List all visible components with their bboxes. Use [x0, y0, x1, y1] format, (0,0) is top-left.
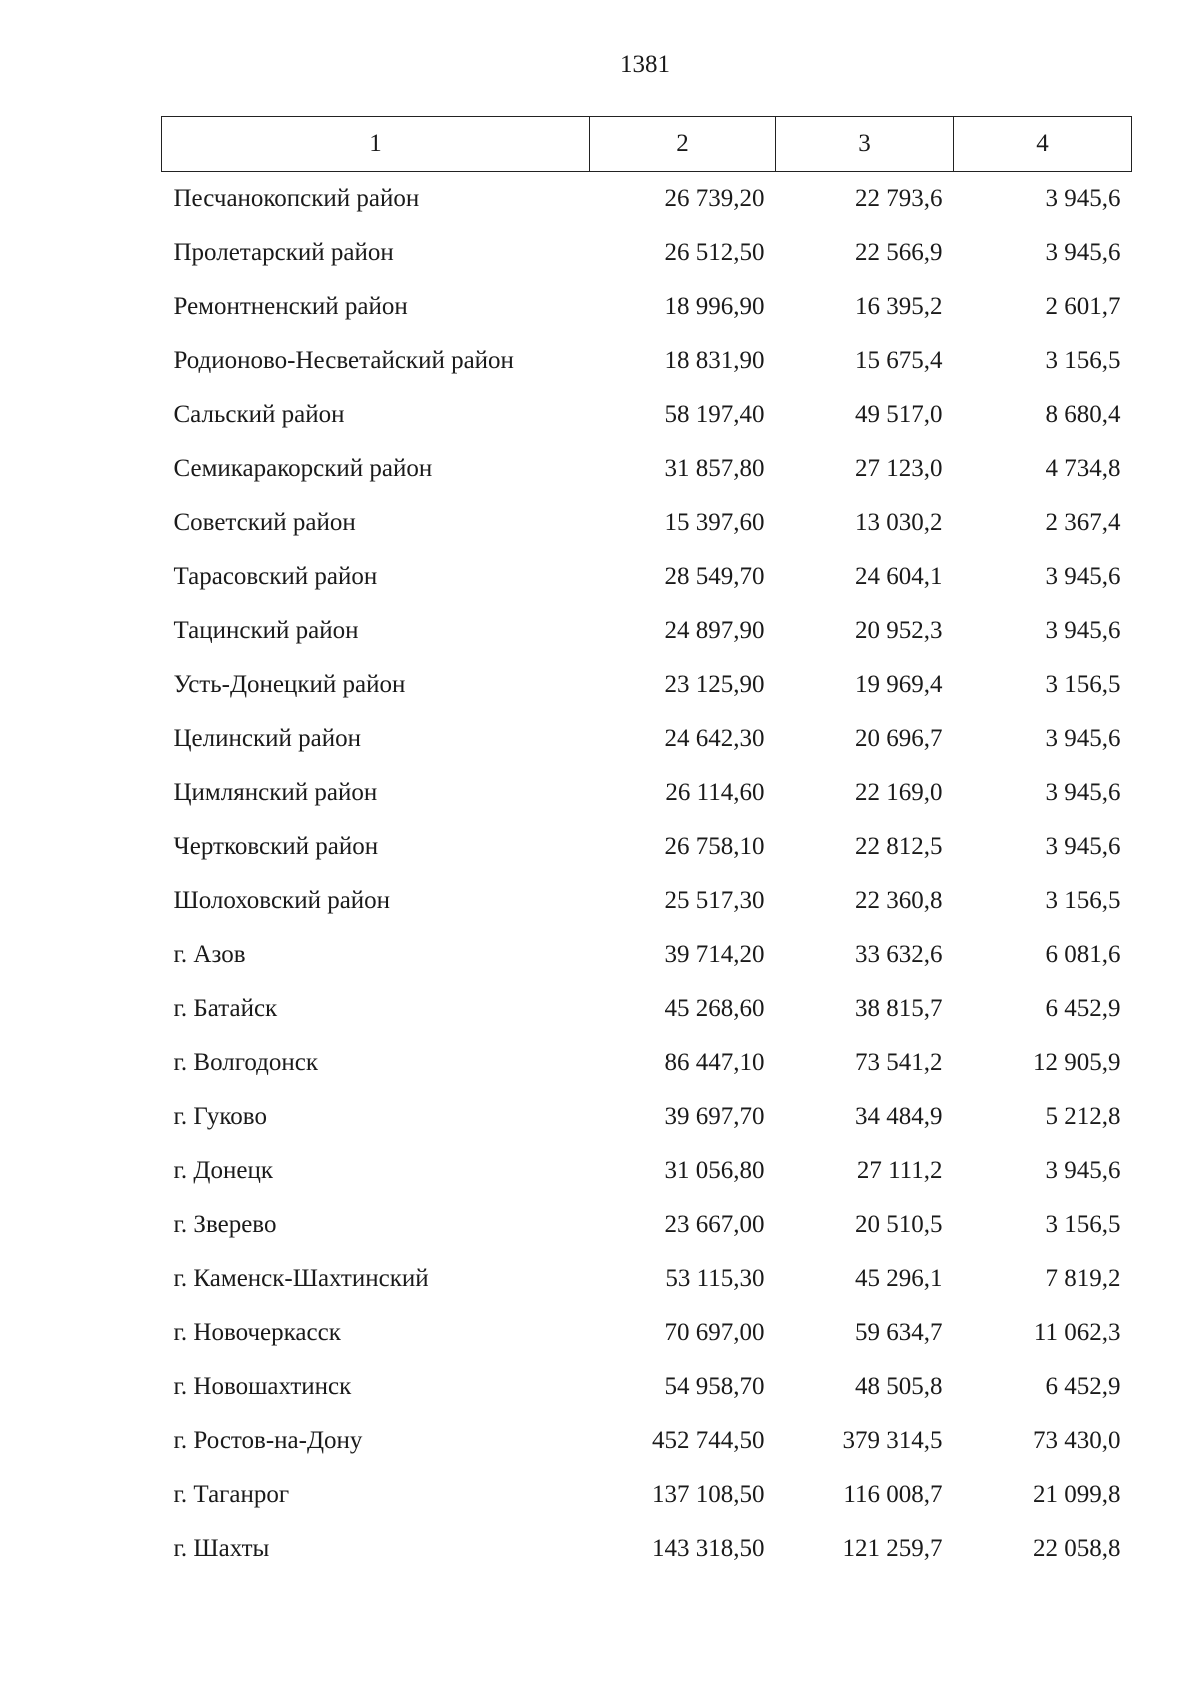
- row-name: Ремонтненский район: [173, 293, 408, 320]
- row-value-col4: 73 430,0: [1033, 1427, 1121, 1454]
- row-value-col4: 2 367,4: [1045, 509, 1121, 536]
- row-value-col4: 3 945,6: [1045, 563, 1121, 590]
- row-value-col4: 8 680,4: [1045, 401, 1121, 428]
- table-row: [162, 712, 1132, 766]
- row-value-col4: 3 156,5: [1045, 887, 1121, 914]
- row-name: Пролетарский район: [173, 239, 394, 266]
- header-row: [162, 117, 1132, 172]
- row-value-col3: 116 008,7: [843, 1481, 943, 1508]
- row-name: Шолоховский район: [173, 887, 391, 914]
- row-value-col2: 143 318,50: [652, 1535, 765, 1562]
- row-value-col3: 19 969,4: [855, 671, 943, 698]
- row-name: г. Новошахтинск: [173, 1373, 352, 1400]
- row-value-col3: 27 111,2: [856, 1157, 943, 1184]
- row-value-col3: 22 793,6: [855, 185, 943, 212]
- row-value-col2: 26 114,60: [665, 779, 765, 806]
- table-row: [162, 226, 1132, 280]
- row-value-col2: 26 758,10: [664, 833, 765, 860]
- row-name: г. Новочеркасск: [173, 1319, 341, 1346]
- data-table: [161, 116, 1132, 1576]
- row-value-col3: 22 812,5: [855, 833, 943, 860]
- row-value-col4: 3 156,5: [1045, 347, 1121, 374]
- table-body: [162, 172, 1132, 1577]
- row-value-col2: 23 667,00: [664, 1211, 765, 1238]
- row-value-col2: 53 115,30: [665, 1265, 765, 1292]
- row-value-col2: 26 739,20: [664, 185, 765, 212]
- table-row: [162, 442, 1132, 496]
- row-value-col3: 48 505,8: [855, 1373, 943, 1400]
- row-value-col4: 12 905,9: [1033, 1049, 1121, 1076]
- row-value-col3: 20 510,5: [855, 1211, 943, 1238]
- row-value-col4: 6 452,9: [1045, 995, 1121, 1022]
- row-value-col2: 25 517,30: [664, 887, 765, 914]
- row-name: Песчанокопский район: [173, 185, 420, 212]
- row-name: Семикаракорский район: [173, 455, 433, 482]
- column-header-3: 3: [776, 117, 954, 172]
- row-value-col2: 86 447,10: [664, 1049, 765, 1076]
- table-row: [162, 820, 1132, 874]
- row-name: Тарасовский район: [173, 563, 378, 590]
- row-name: Родионово-Несветайский район: [173, 347, 514, 374]
- row-value-col2: 137 108,50: [652, 1481, 765, 1508]
- row-value-col4: 6 081,6: [1045, 941, 1121, 968]
- row-value-col3: 45 296,1: [855, 1265, 943, 1292]
- table-row: [162, 1036, 1132, 1090]
- row-value-col4: 4 734,8: [1045, 455, 1121, 482]
- row-value-col2: 58 197,40: [664, 401, 765, 428]
- row-value-col2: 70 697,00: [664, 1319, 765, 1346]
- row-value-col2: 31 857,80: [664, 455, 765, 482]
- row-value-col3: 121 259,7: [842, 1535, 943, 1562]
- row-name: Усть-Донецкий район: [173, 671, 406, 698]
- row-value-col2: 39 714,20: [664, 941, 765, 968]
- row-value-col3: 20 952,3: [855, 617, 943, 644]
- table-row: [162, 1522, 1132, 1576]
- row-value-col3: 27 123,0: [855, 455, 943, 482]
- row-value-col4: 6 452,9: [1045, 1373, 1121, 1400]
- row-value-col2: 24 897,90: [664, 617, 765, 644]
- table-row: [162, 874, 1132, 928]
- row-value-col2: 24 642,30: [664, 725, 765, 752]
- table-row: [162, 766, 1132, 820]
- row-name: Целинский район: [173, 725, 361, 752]
- row-value-col4: 3 156,5: [1045, 1211, 1121, 1238]
- row-value-col4: 3 945,6: [1045, 239, 1121, 266]
- table-row: [162, 1306, 1132, 1360]
- row-value-col4: 22 058,8: [1033, 1535, 1121, 1562]
- row-name: г. Гуково: [173, 1103, 267, 1130]
- column-header-1: 1: [162, 117, 590, 172]
- row-value-col2: 54 958,70: [664, 1373, 765, 1400]
- row-value-col3: 22 169,0: [855, 779, 943, 806]
- row-name: Тацинский район: [173, 617, 359, 644]
- row-name: г. Шахты: [173, 1535, 270, 1562]
- row-value-col2: 18 996,90: [664, 293, 765, 320]
- table-row: [162, 172, 1132, 227]
- row-name: г. Азов: [173, 941, 246, 968]
- row-name: г. Донецк: [173, 1157, 273, 1184]
- row-value-col2: 15 397,60: [664, 509, 765, 536]
- row-value-col3: 33 632,6: [855, 941, 943, 968]
- row-name: г. Таганрог: [173, 1481, 290, 1508]
- table-row: [162, 604, 1132, 658]
- table-row: [162, 280, 1132, 334]
- table-row: [162, 1468, 1132, 1522]
- column-header-4: 4: [954, 117, 1132, 172]
- table-row: [162, 1414, 1132, 1468]
- table-row: [162, 1198, 1132, 1252]
- row-name: г. Каменск-Шахтинский: [173, 1265, 429, 1292]
- row-name: г. Батайск: [173, 995, 278, 1022]
- row-value-col2: 452 744,50: [652, 1427, 765, 1454]
- row-value-col4: 3 945,6: [1045, 779, 1121, 806]
- row-value-col2: 39 697,70: [664, 1103, 765, 1130]
- table-row: [162, 928, 1132, 982]
- row-value-col4: 3 945,6: [1045, 725, 1121, 752]
- row-name: Цимлянский район: [173, 779, 378, 806]
- row-value-col4: 3 945,6: [1045, 1157, 1121, 1184]
- table-row: [162, 658, 1132, 712]
- table-row: [162, 496, 1132, 550]
- table-row: [162, 388, 1132, 442]
- row-value-col4: 5 212,8: [1045, 1103, 1121, 1130]
- table-row: [162, 1252, 1132, 1306]
- row-value-col2: 28 549,70: [664, 563, 765, 590]
- row-name: Сальский район: [173, 401, 345, 428]
- table-row: [162, 1090, 1132, 1144]
- row-value-col3: 38 815,7: [855, 995, 943, 1022]
- row-value-col3: 24 604,1: [855, 563, 943, 590]
- column-header-2: 2: [590, 117, 776, 172]
- table-header: [162, 117, 1132, 172]
- row-value-col4: 11 062,3: [1033, 1319, 1121, 1346]
- row-value-col2: 45 268,60: [664, 995, 765, 1022]
- page-number: 1381: [620, 51, 670, 78]
- row-value-col3: 22 566,9: [855, 239, 943, 266]
- row-name: г. Зверево: [173, 1211, 277, 1238]
- row-value-col4: 7 819,2: [1045, 1265, 1121, 1292]
- row-value-col4: 3 945,6: [1045, 617, 1121, 644]
- row-value-col3: 379 314,5: [842, 1427, 943, 1454]
- row-value-col2: 18 831,90: [664, 347, 765, 374]
- row-name: г. Ростов-на-Дону: [173, 1427, 363, 1454]
- row-value-col2: 31 056,80: [664, 1157, 765, 1184]
- row-value-col2: 23 125,90: [664, 671, 765, 698]
- row-value-col3: 59 634,7: [855, 1319, 943, 1346]
- row-value-col3: 73 541,2: [855, 1049, 943, 1076]
- row-value-col4: 21 099,8: [1033, 1481, 1121, 1508]
- row-value-col3: 34 484,9: [855, 1103, 943, 1130]
- table-row: [162, 1360, 1132, 1414]
- row-value-col3: 22 360,8: [855, 887, 943, 914]
- row-value-col4: 2 601,7: [1045, 293, 1121, 320]
- row-value-col3: 20 696,7: [855, 725, 943, 752]
- row-name: Чертковский район: [173, 833, 379, 860]
- row-value-col2: 26 512,50: [664, 239, 765, 266]
- table-row: [162, 982, 1132, 1036]
- row-value-col3: 13 030,2: [855, 509, 943, 536]
- row-name: г. Волгодонск: [173, 1049, 319, 1076]
- table-row: [162, 334, 1132, 388]
- row-value-col4: 3 945,6: [1045, 185, 1121, 212]
- row-value-col3: 49 517,0: [855, 401, 943, 428]
- row-name: Советский район: [173, 509, 356, 536]
- table-row: [162, 550, 1132, 604]
- table-row: [162, 1144, 1132, 1198]
- row-value-col3: 16 395,2: [855, 293, 943, 320]
- row-value-col4: 3 945,6: [1045, 833, 1121, 860]
- row-value-col3: 15 675,4: [855, 347, 943, 374]
- row-value-col4: 3 156,5: [1045, 671, 1121, 698]
